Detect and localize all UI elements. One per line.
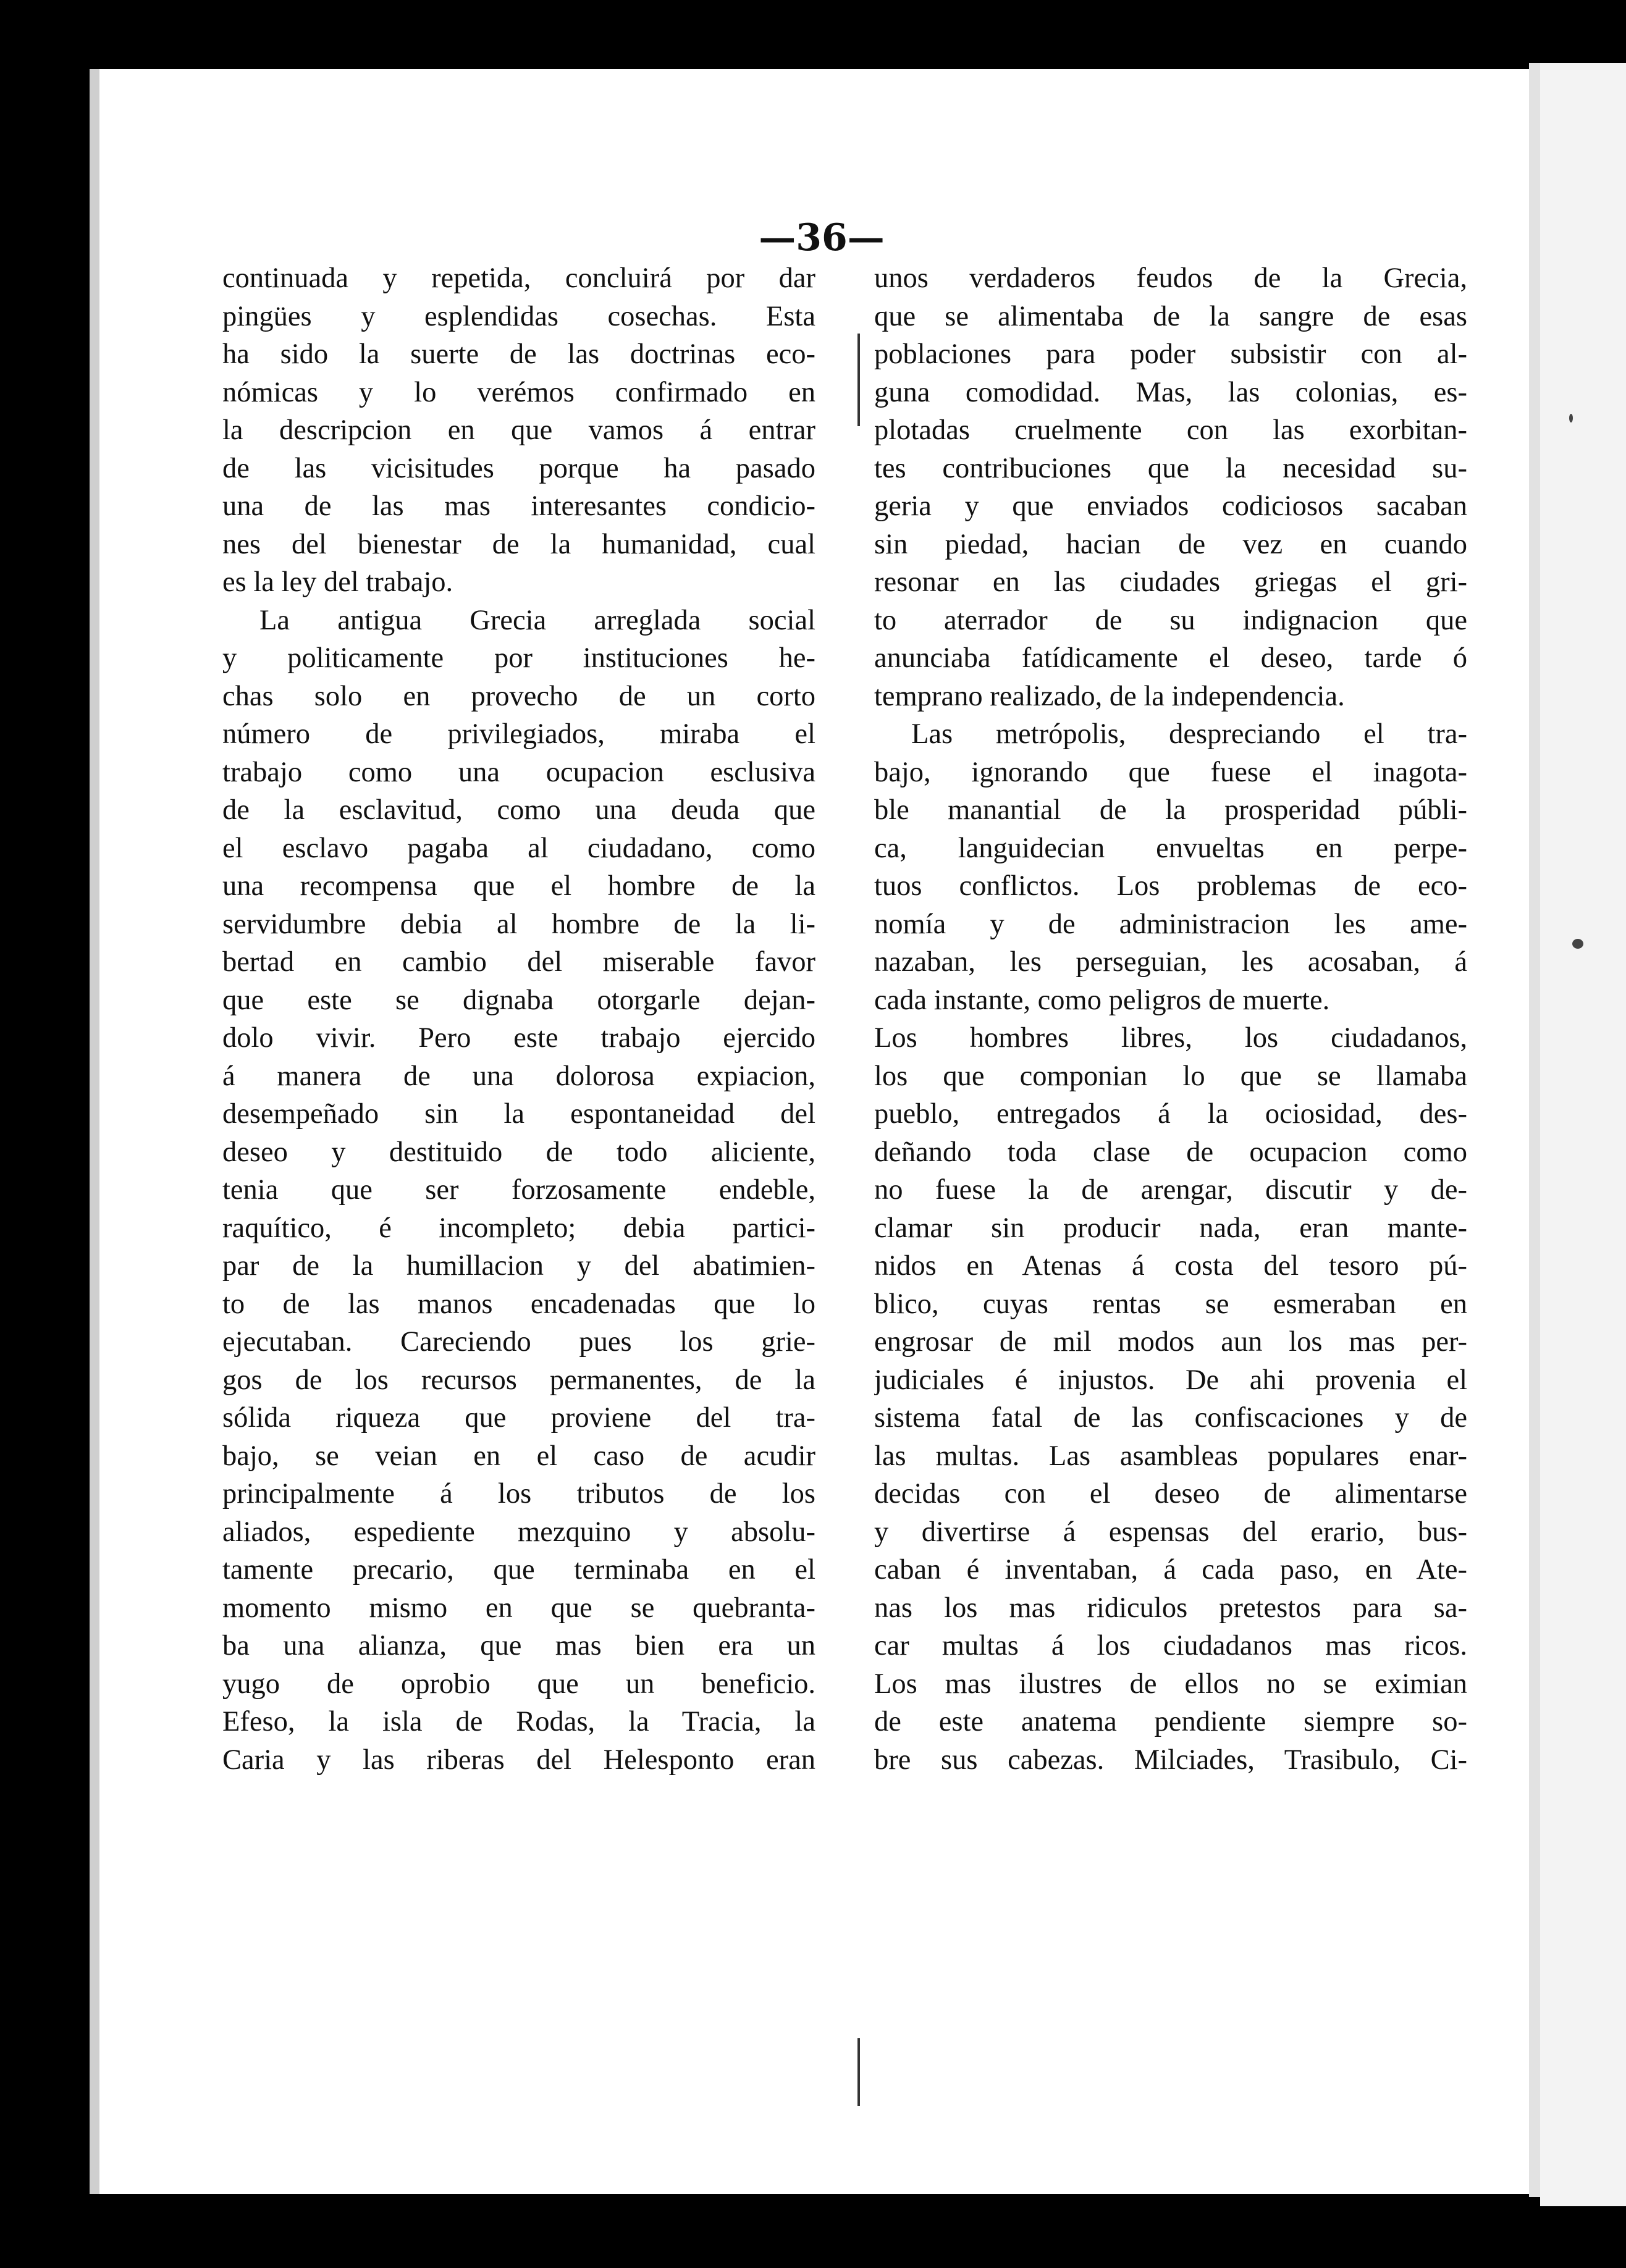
facing-page-edge: [1540, 63, 1626, 2206]
text-line: to de las manos encadenadas que lo: [222, 1288, 815, 1320]
column-rule-bottom: [857, 2038, 860, 2106]
text-line: bertad en cambio del miserable favor: [222, 946, 815, 978]
text-line: de este anatema pendiente siempre so-: [874, 1706, 1467, 1737]
text-line: Los mas ilustres de ellos no se eximian: [874, 1668, 1467, 1700]
text-line: to aterrador de su indignacion que: [874, 604, 1467, 636]
text-line: una recompensa que el hombre de la: [222, 870, 815, 902]
left-column: [222, 259, 815, 1779]
text-line: ca, languidecian envueltas en perpe-: [874, 832, 1467, 864]
text-line: par de la humillacion y del abatimien-: [222, 1250, 815, 1282]
text-line: las multas. Las asambleas populares enar-: [874, 1440, 1467, 1472]
text-line: yugo de oprobio que un beneficio.: [222, 1668, 815, 1700]
text-line: anunciaba fatídicamente el deseo, tarde ó: [874, 642, 1467, 674]
text-line: tuos conflictos. Los problemas de eco-: [874, 870, 1467, 902]
text-line: tes contribuciones que la necesidad su-: [874, 452, 1467, 484]
text-line: bajo, se veian en el caso de acudir: [222, 1440, 815, 1472]
text-line: y politicamente por instituciones he-: [222, 642, 815, 674]
text-line: que este se dignaba otorgarle dejan-: [222, 984, 815, 1016]
text-line: deseo y destituido de todo aliciente,: [222, 1136, 815, 1168]
text-line: blico, cuyas rentas se esmeraban en: [874, 1288, 1467, 1320]
text-line: número de privilegiados, miraba el: [222, 718, 815, 750]
text-line: ha sido la suerte de las doctrinas eco-: [222, 338, 815, 370]
text-line: raquítico, é incompleto; debia partici-: [222, 1212, 815, 1244]
text-line: plotadas cruelmente con las exorbitan-: [874, 414, 1467, 446]
text-line: chas solo en provecho de un corto: [222, 680, 815, 712]
text-line: momento mismo en que se quebranta-: [222, 1592, 815, 1624]
text-line: guna comodidad. Mas, las colonias, es-: [874, 376, 1467, 408]
text-line: una de las mas interesantes condicio-: [222, 490, 815, 522]
text-line: dolo vivir. Pero este trabajo ejercido: [222, 1022, 815, 1054]
text-line: nazaban, les perseguian, les acosaban, á: [874, 946, 1467, 978]
text-line: de las vicisitudes porque ha pasado: [222, 452, 815, 484]
text-line: poblaciones para poder subsistir con al-: [874, 338, 1467, 370]
text-line: de la esclavitud, como una deuda que: [222, 794, 815, 826]
text-line: no fuese la de arengar, discutir y de-: [874, 1174, 1467, 1206]
text-line: aliados, espediente mezquino y absolu-: [222, 1516, 815, 1548]
text-line: trabajo como una ocupacion esclusiva: [222, 756, 815, 788]
text-line: tamente precario, que terminaba en el: [222, 1554, 815, 1586]
text-line: á manera de una dolorosa expiacion,: [222, 1060, 815, 1092]
text-line: nómicas y lo verémos confirmado en: [222, 376, 815, 408]
text-line: principalmente á los tributos de los: [222, 1478, 815, 1510]
text-line: nidos en Atenas á costa del tesoro pú-: [874, 1250, 1467, 1282]
text-line: nomía y de administracion les ame-: [874, 908, 1467, 940]
text-line: cada instante, como peligros de muerte.: [874, 984, 1330, 1016]
text-line: engrosar de mil modos aun los mas per-: [874, 1326, 1467, 1358]
text-line: decidas con el deseo de alimentarse: [874, 1478, 1467, 1510]
text-line: car multas á los ciudadanos mas ricos.: [874, 1630, 1467, 1661]
text-line: sólida riqueza que proviene del tra-: [222, 1402, 815, 1434]
text-line: temprano realizado, de la independencia.: [874, 680, 1345, 712]
text-line: sin piedad, hacian de vez en cuando: [874, 528, 1467, 560]
text-line: es la ley del trabajo.: [222, 566, 453, 598]
text-line: Las metrópolis, despreciando el tra-: [911, 718, 1467, 750]
text-line: Caria y las riberas del Helesponto eran: [222, 1744, 815, 1776]
text-line: deñando toda clase de ocupacion como: [874, 1136, 1467, 1168]
text-line: ba una alianza, que mas bien era un: [222, 1630, 815, 1661]
text-line: y divertirse á espensas del erario, bus-: [874, 1516, 1467, 1548]
page-edge-shadow: [1529, 63, 1540, 2197]
text-line: gos de los recursos permanentes, de la: [222, 1364, 815, 1396]
text-line: bre sus cabezas. Milciades, Trasibulo, Ci-: [874, 1744, 1467, 1776]
text-line: sistema fatal de las confiscaciones y de: [874, 1402, 1467, 1434]
text-line: resonar en las ciudades griegas el gri-: [874, 566, 1467, 598]
text-line: unos verdaderos feudos de la Grecia,: [874, 262, 1467, 294]
right-column: [874, 259, 1467, 1779]
text-line: servidumbre debia al hombre de la li-: [222, 908, 815, 940]
text-line: nas los mas ridiculos pretestos para sa-: [874, 1592, 1467, 1624]
text-line: desempeñado sin la espontaneidad del: [222, 1098, 815, 1130]
text-line: Efeso, la isla de Rodas, la Tracia, la: [222, 1706, 815, 1737]
text-line: La antigua Grecia arreglada social: [259, 604, 815, 636]
text-line: caban é inventaban, á cada paso, en Ate-: [874, 1554, 1467, 1586]
text-line: clamar sin producir nada, eran mante-: [874, 1212, 1467, 1244]
column-rule-top: [857, 334, 860, 426]
text-line: bajo, ignorando que fuese el inagota-: [874, 756, 1467, 788]
text-line: que se alimentaba de la sangre de esas: [874, 300, 1467, 332]
text-line: pingües y esplendidas cosechas. Esta: [222, 300, 815, 332]
text-line: ble manantial de la prosperidad públi-: [874, 794, 1467, 826]
ink-speck: [1569, 414, 1573, 422]
page-number: —36—: [759, 216, 885, 259]
text-line: el esclavo pagaba al ciudadano, como: [222, 832, 815, 864]
text-line: nes del bienestar de la humanidad, cual: [222, 528, 815, 560]
text-line: Los hombres libres, los ciudadanos,: [874, 1022, 1467, 1054]
text-line: pueblo, entregados á la ociosidad, des-: [874, 1098, 1467, 1130]
text-line: los que componian lo que se llamaba: [874, 1060, 1467, 1092]
text-line: judiciales é injustos. De ahi provenia el: [874, 1364, 1467, 1396]
text-line: continuada y repetida, concluirá por dar: [222, 262, 815, 294]
text-line: geria y que enviados codiciosos sacaban: [874, 490, 1467, 522]
text-line: ejecutaban. Careciendo pues los grie-: [222, 1326, 815, 1358]
text-line: tenia que ser forzosamente endeble,: [222, 1174, 815, 1206]
ink-speck: [1572, 939, 1583, 949]
text-line: la descripcion en que vamos á entrar: [222, 414, 815, 446]
